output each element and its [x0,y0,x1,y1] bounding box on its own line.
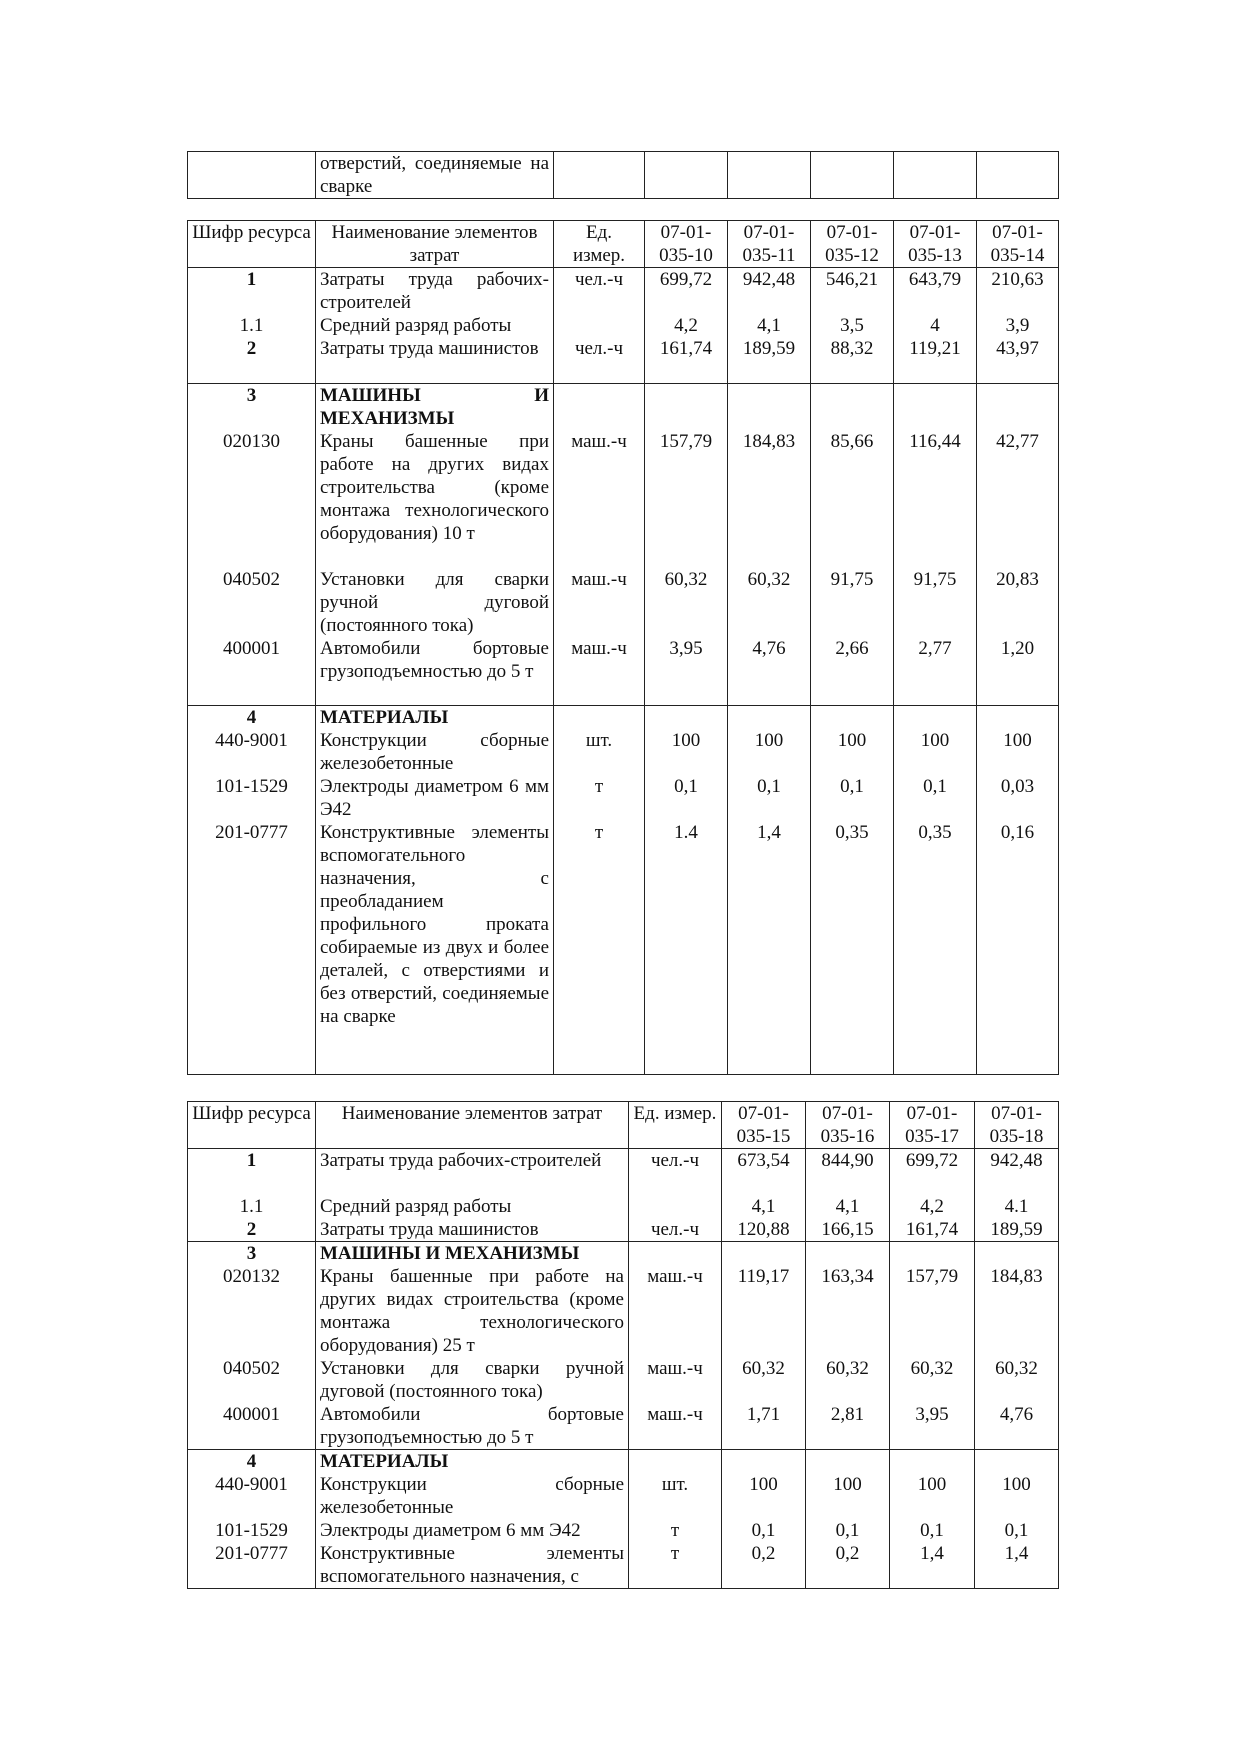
row-code: 2 [188,337,316,383]
fragment-value-cell [894,152,977,199]
row-unit [554,706,645,730]
table-row [188,337,1059,383]
row-code: 400001 [188,1403,316,1450]
row-unit: шт. [554,729,645,775]
row-value: 157,79 [645,430,728,568]
row-value [811,383,894,430]
row-code: 440-9001 [188,729,316,775]
row-value [645,383,728,430]
row-value: 0,1 [894,775,977,821]
row-value: 60,32 [890,1357,975,1403]
row-value: 100 [890,1473,975,1519]
row-name: Автомобили бортовые грузоподъемностью до 5 т [316,1403,629,1450]
row-value: 100 [645,729,728,775]
row-value: 42,77 [977,430,1059,568]
header-col: 07-01-035-10 [645,221,728,268]
row-unit: маш.-ч [629,1403,722,1450]
row-unit: чел.-ч [554,268,645,315]
row-value: 0,1 [728,775,811,821]
header-col: 07-01-035-17 [890,1102,975,1149]
row-code: 101-1529 [188,775,316,821]
header-col: 07-01-035-18 [975,1102,1059,1149]
section-row [188,1449,1059,1473]
row-value: 699,72 [890,1149,975,1195]
row-value: 4,1 [806,1195,890,1218]
fragment-name-cell: отверстий, соединяемые на сварке [316,152,554,199]
row-unit: т [554,775,645,821]
row-value: 0,2 [806,1542,890,1589]
row-value: 161,74 [645,337,728,383]
table-row [188,430,1059,568]
row-value: 546,21 [811,268,894,315]
row-code: 201-0777 [188,1542,316,1589]
row-value: 4,2 [645,314,728,337]
row-value: 184,83 [975,1265,1059,1357]
row-value: 0,1 [645,775,728,821]
header-name: Наименование элементов затрат [316,221,554,268]
row-name: Средний разряд работы [316,314,554,337]
row-value [977,383,1059,430]
table-row [188,729,1059,775]
table-row [188,1403,1059,1450]
row-value [806,1241,890,1265]
row-value: 699,72 [645,268,728,315]
row-value: 88,32 [811,337,894,383]
row-value: 20,83 [977,568,1059,637]
row-value: 844,90 [806,1149,890,1195]
header-col: 07-01-035-14 [977,221,1059,268]
row-code: 1.1 [188,314,316,337]
row-value: 4,1 [728,314,811,337]
row-unit [629,1241,722,1265]
table-row [188,1357,1059,1403]
row-code: 400001 [188,637,316,706]
row-unit: чел.-ч [629,1218,722,1242]
row-value: 163,34 [806,1265,890,1357]
header-unit: Ед. измер. [554,221,645,268]
row-code: 440-9001 [188,1473,316,1519]
row-name: Электроды диаметром 6 мм Э42 [316,1519,629,1542]
row-name: Конструктивные элементы вспомогательного назначения, с [316,1542,629,1589]
row-value: 4,1 [722,1195,806,1218]
row-value: 120,88 [722,1218,806,1242]
row-unit: чел.-ч [554,337,645,383]
row-name: Затраты труда рабочих-строителей [316,268,554,315]
row-value: 2,81 [806,1403,890,1450]
row-value: 4.1 [975,1195,1059,1218]
row-value: 100 [894,729,977,775]
row-value: 4,2 [890,1195,975,1218]
row-code: 3 [188,1241,316,1265]
row-unit: маш.-ч [629,1265,722,1357]
row-value: 210,63 [977,268,1059,315]
row-value [975,1449,1059,1473]
row-value: 60,32 [722,1357,806,1403]
row-value: 0,1 [975,1519,1059,1542]
row-value: 4,76 [728,637,811,706]
fragment-value-cell [728,152,811,199]
row-unit [554,383,645,430]
row-name: Затраты труда машинистов [316,1218,629,1242]
row-value: 0,1 [811,775,894,821]
row-value: 2,66 [811,637,894,706]
header-name: Наименование элементов затрат [316,1102,629,1149]
row-unit [554,314,645,337]
row-unit: т [554,821,645,1074]
row-value: 100 [977,729,1059,775]
row-value: 942,48 [975,1149,1059,1195]
table-row [188,821,1059,1074]
row-value: 673,54 [722,1149,806,1195]
table-row [188,268,1059,315]
row-value [894,383,977,430]
row-value: 184,83 [728,430,811,568]
row-value: 3,5 [811,314,894,337]
row-unit [629,1195,722,1218]
fragment-unit-cell [554,152,645,199]
row-code: 3 [188,383,316,430]
row-value: 0,35 [894,821,977,1074]
row-value: 2,77 [894,637,977,706]
table-row [188,1149,1059,1195]
table-row [188,1542,1059,1589]
table-row [188,775,1059,821]
row-value [645,706,728,730]
row-code: 1.1 [188,1195,316,1218]
row-unit [629,1449,722,1473]
row-value [977,706,1059,730]
table-row [188,637,1059,706]
row-name: Электроды диаметром 6 мм Э42 [316,775,554,821]
row-code: 2 [188,1218,316,1242]
header-col: 07-01-035-11 [728,221,811,268]
row-unit: маш.-ч [554,637,645,706]
row-unit: шт. [629,1473,722,1519]
row-value: 100 [811,729,894,775]
row-value: 0,1 [722,1519,806,1542]
row-value [975,1241,1059,1265]
row-value: 157,79 [890,1265,975,1357]
row-code: 4 [188,706,316,730]
row-value: 1,4 [728,821,811,1074]
row-value: 1,4 [975,1542,1059,1589]
section-title: МАШИНЫ И МЕХАНИЗМЫ [316,383,554,430]
row-value: 0,2 [722,1542,806,1589]
row-value: 91,75 [811,568,894,637]
row-code: 040502 [188,568,316,637]
row-value: 4,76 [975,1403,1059,1450]
header-col: 07-01-035-12 [811,221,894,268]
table-header-row [188,1102,1059,1149]
row-value: 1,4 [890,1542,975,1589]
row-code: 1 [188,1149,316,1195]
row-code: 101-1529 [188,1519,316,1542]
row-unit: маш.-ч [554,568,645,637]
row-value: 0,1 [890,1519,975,1542]
row-unit: т [629,1519,722,1542]
section-row [188,1241,1059,1265]
row-value: 1,71 [722,1403,806,1450]
row-value [806,1449,890,1473]
header-unit: Ед. измер. [629,1102,722,1149]
row-value: 161,74 [890,1218,975,1242]
header-code: Шифр ресурса [188,1102,316,1149]
row-value: 4 [894,314,977,337]
row-code: 020130 [188,430,316,568]
row-name: Установки для сварки ручной дуговой (постоянного тока) [316,1357,629,1403]
section-title: МАШИНЫ И МЕХАНИЗМЫ [316,1241,629,1265]
row-value: 0,16 [977,821,1059,1074]
section-title: МАТЕРИАЛЫ [316,1449,629,1473]
row-value: 3,95 [890,1403,975,1450]
resource-table-2 [187,1101,1059,1589]
fragment-value-cell [811,152,894,199]
resource-table-1 [187,220,1059,1075]
header-code: Шифр ресурса [188,221,316,268]
row-value: 60,32 [728,568,811,637]
row-value: 85,66 [811,430,894,568]
fragment-value-cell [645,152,728,199]
row-unit: маш.-ч [629,1357,722,1403]
row-unit: чел.-ч [629,1149,722,1195]
fragment-code-cell [188,152,316,199]
row-value: 116,44 [894,430,977,568]
row-value: 60,32 [975,1357,1059,1403]
table-row [188,1473,1059,1519]
table-row [188,1218,1059,1242]
row-value: 0,1 [806,1519,890,1542]
row-value: 1,20 [977,637,1059,706]
row-value: 0,03 [977,775,1059,821]
row-value: 100 [806,1473,890,1519]
row-name: Краны башенные при работе на других видах строительства (кроме монтажа технологического оборудования) 10 т [316,430,554,568]
table-row [188,1265,1059,1357]
row-unit: маш.-ч [554,430,645,568]
row-value [890,1241,975,1265]
row-code: 4 [188,1449,316,1473]
row-value: 0,35 [811,821,894,1074]
row-value: 119,17 [722,1265,806,1357]
row-value: 3,95 [645,637,728,706]
row-name: Затраты труда рабочих-строителей [316,1149,629,1195]
table-row [188,314,1059,337]
table-row [188,1519,1059,1542]
row-value [890,1449,975,1473]
row-value [811,706,894,730]
row-value: 60,32 [645,568,728,637]
row-value [722,1449,806,1473]
row-value: 3,9 [977,314,1059,337]
row-value: 119,21 [894,337,977,383]
row-value: 1.4 [645,821,728,1074]
row-name: Установки для сварки ручной дуговой (постоянного тока) [316,568,554,637]
row-value [728,383,811,430]
row-value: 100 [728,729,811,775]
row-value: 100 [722,1473,806,1519]
row-code: 201-0777 [188,821,316,1074]
row-value: 91,75 [894,568,977,637]
section-row [188,706,1059,730]
row-unit: т [629,1542,722,1589]
row-value: 643,79 [894,268,977,315]
section-row [188,383,1059,430]
row-value: 43,97 [977,337,1059,383]
fragment-value-cell [977,152,1059,199]
row-value: 166,15 [806,1218,890,1242]
row-code: 040502 [188,1357,316,1403]
header-col: 07-01-035-16 [806,1102,890,1149]
row-value [722,1241,806,1265]
row-name: Конструкции сборные железобетонные [316,1473,629,1519]
row-code: 1 [188,268,316,315]
fragment-table [187,151,1059,199]
header-col: 07-01-035-15 [722,1102,806,1149]
row-value: 100 [975,1473,1059,1519]
section-title: МАТЕРИАЛЫ [316,706,554,730]
row-name: Затраты труда машинистов [316,337,554,383]
table-header-row [188,221,1059,268]
row-value: 189,59 [975,1218,1059,1242]
row-value [728,706,811,730]
row-name: Конструкции сборные железобетонные [316,729,554,775]
row-name: Краны башенные при работе на других видах строительства (кроме монтажа технологического оборудования) 25 т [316,1265,629,1357]
row-name: Автомобили бортовые грузоподъемностью до 5 т [316,637,554,706]
row-value: 189,59 [728,337,811,383]
table-row [188,1195,1059,1218]
table-row [188,568,1059,637]
row-value: 60,32 [806,1357,890,1403]
row-code: 020132 [188,1265,316,1357]
row-name: Средний разряд работы [316,1195,629,1218]
row-value: 942,48 [728,268,811,315]
header-col: 07-01-035-13 [894,221,977,268]
row-value [894,706,977,730]
row-name: Конструктивные элементы вспомогательного назначения, с преобладанием профильного проката собираемые из двух и более деталей, с отверстиями и без отверстий, соединяемые на сварке [316,821,554,1074]
